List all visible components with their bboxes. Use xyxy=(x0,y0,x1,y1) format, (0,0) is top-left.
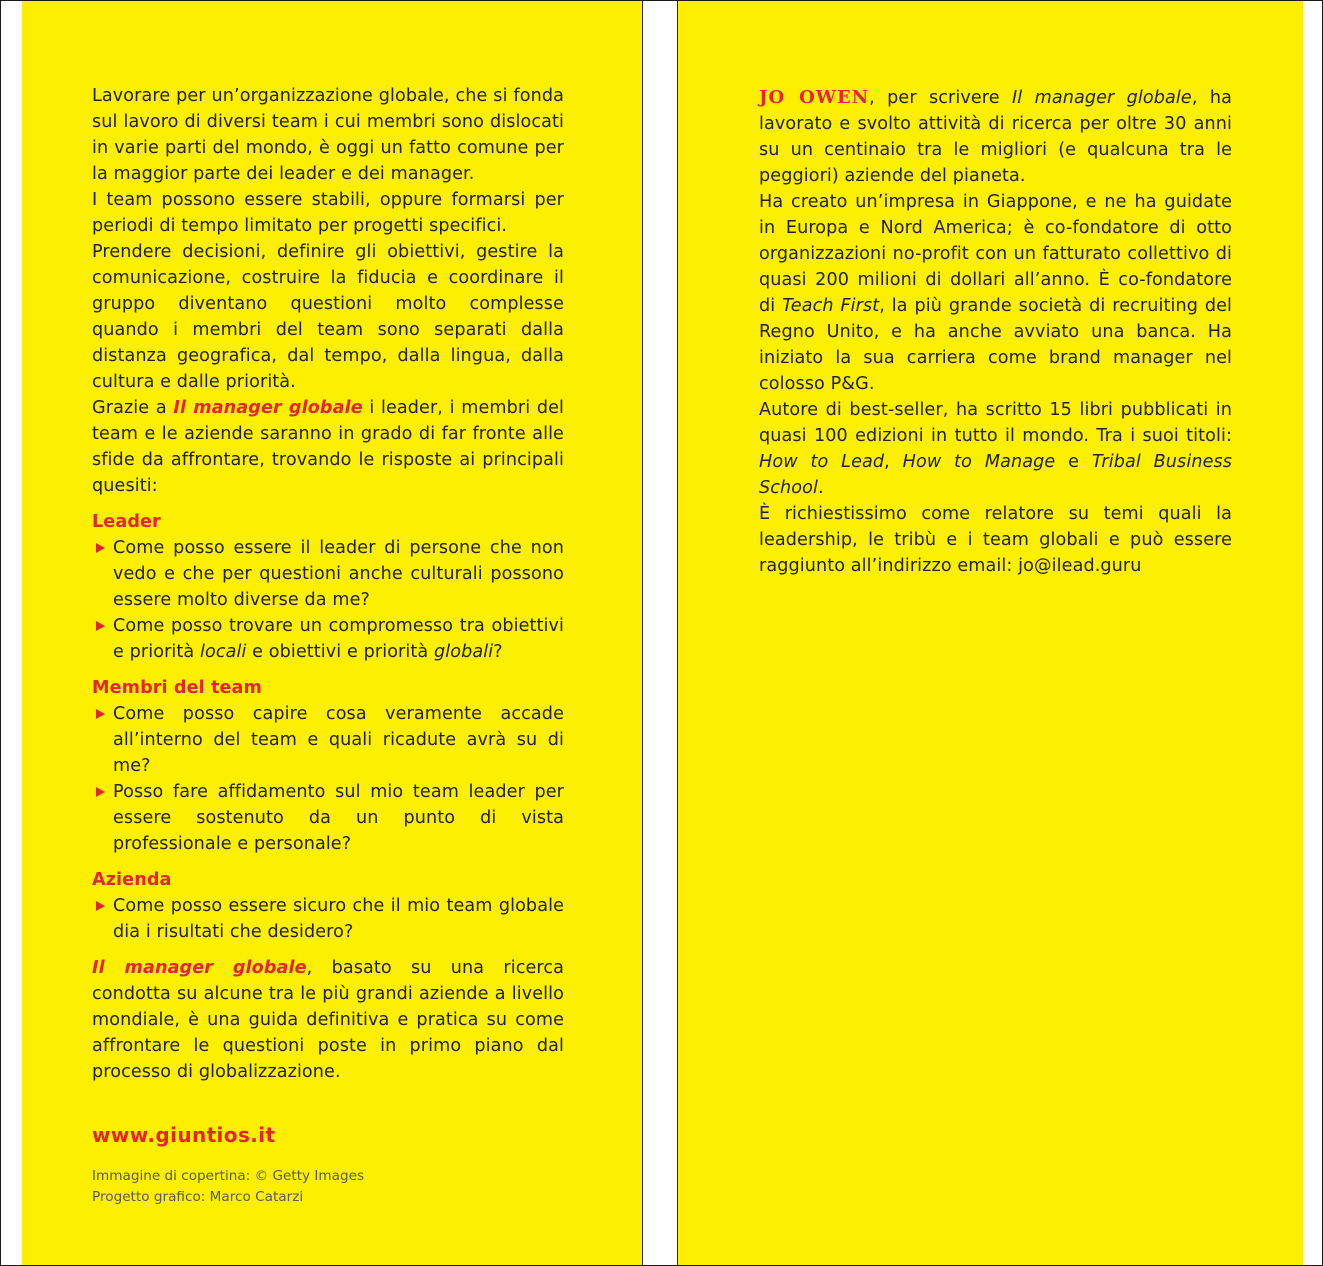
author-bio xyxy=(759,85,1232,579)
author-name: JO OWEN xyxy=(759,87,870,108)
publisher-website-link[interactable]: www.giuntios.it xyxy=(92,1123,276,1147)
section-leader xyxy=(92,509,564,665)
intro-paragraph-1: Lavorare per un’organizzazione globale, che si fonda sul lavoro di diversi team i cui membri sono dislocati in varie parti del mondo, è oggi un fatto comune per la maggior parte dei leader e dei manager. xyxy=(92,86,564,184)
section-heading-leader: Leader xyxy=(92,512,161,532)
triangle-bullet-icon xyxy=(96,901,105,911)
triangle-bullet-icon xyxy=(96,709,105,719)
back-cover-body xyxy=(92,83,564,1085)
triangle-bullet-icon xyxy=(96,787,105,797)
credit-design: Progetto grafico: Marco Catarzi xyxy=(92,1189,304,1205)
book-title-inline: Il manager globale xyxy=(173,398,363,418)
triangle-bullet-icon xyxy=(96,543,105,553)
question-item: Come posso capire cosa veramente accade all’interno del team e quali ricadute avrà su di me? xyxy=(92,701,564,779)
intro-paragraph-3: Prendere decisioni, definire gli obiettivi, gestire la comunicazione, costruire la fiducia e coordinare il gruppo diventano questioni molto complesse quando i membri del team sono separati dalla distanza geografica, dal tempo, dalla lingua, dalla cultura e dalle priorità. xyxy=(92,242,564,392)
section-membri-del-team xyxy=(92,675,564,857)
credit-cover: Immagine di copertina: © Getty Images xyxy=(92,1168,365,1184)
author-flap-panel xyxy=(677,1,1303,1265)
intro-paragraph-2: I team possono essere stabili, oppure formarsi per periodi di tempo limitato per progetti specifici. xyxy=(92,190,564,236)
intro-paragraph-4 xyxy=(92,395,564,499)
bio-paragraph-4: È richiestissimo come relatore su temi quali la leadership, le tribù e i team globali e può essere raggiunto all’indirizzo email: jo@ilead.guru xyxy=(759,504,1232,576)
bio-paragraph-3: Autore di best-seller, ha scritto 15 libri pubblicati in quasi 100 edizioni in tutto il mondo. Tra i suoi titoli: How to Lead, How to Manage e Tribal Business School. xyxy=(759,400,1233,498)
book-title-closing: Il manager globale xyxy=(92,958,307,978)
section-heading-azienda: Azienda xyxy=(92,870,172,890)
bio-paragraph-2: Ha creato un’impresa in Giappone, e ne ha guidate in Europa e Nord America; è co-fondatore di otto organizzazioni no-profit con un fatturato collettivo di quasi 200 milioni di dollari all’anno. È co-fondatore di Teach First, la più grande società di recruiting del Regno Unito, e ha anche avviato una banca. Ha iniziato la sua carriera come brand manager nel colosso P&G. xyxy=(759,192,1232,394)
section-heading-membri: Membri del team xyxy=(92,678,262,698)
question-item: Posso fare affidamento sul mio team leader per essere sostenuto da un punto di vista professionale e personale? xyxy=(92,779,564,857)
question-item: Come posso trovare un compromesso tra obiettivi e priorità locali e obiettivi e priorità globali? xyxy=(92,613,564,665)
image-credits xyxy=(92,1166,364,1208)
triangle-bullet-icon xyxy=(96,621,105,631)
closing-paragraph: Il manager globale, basato su una ricerca condotta su alcune tra le più grandi aziende a livello mondiale, è una guida definitiva e pratica su come affrontare le questioni poste in primo piano dal processo di globalizzazione. xyxy=(92,958,564,1082)
question-item: Come posso essere sicuro che il mio team globale dia i risultati che desidero? xyxy=(92,893,564,945)
intro-p4-lead: Grazie a xyxy=(92,398,174,418)
section-azienda xyxy=(92,867,564,945)
back-cover-panel xyxy=(22,1,643,1265)
question-item: Come posso essere il leader di persone che non vedo e che per questioni anche culturali possono essere molto diverse da me? xyxy=(92,535,564,613)
intro-p4-rest: i leader, i membri del team e le aziende saranno in grado di far fronte alle sfide da affrontare, trovando le risposte ai principali quesiti: xyxy=(92,398,565,496)
bio-paragraph-1: JO OWEN, per scrivere Il manager globale, ha lavorato e svolto attività di ricerca per oltre 30 anni su un centinaio tra le migliori (e qualcuna tra le peggiori) aziende del pianeta. xyxy=(759,87,1232,186)
